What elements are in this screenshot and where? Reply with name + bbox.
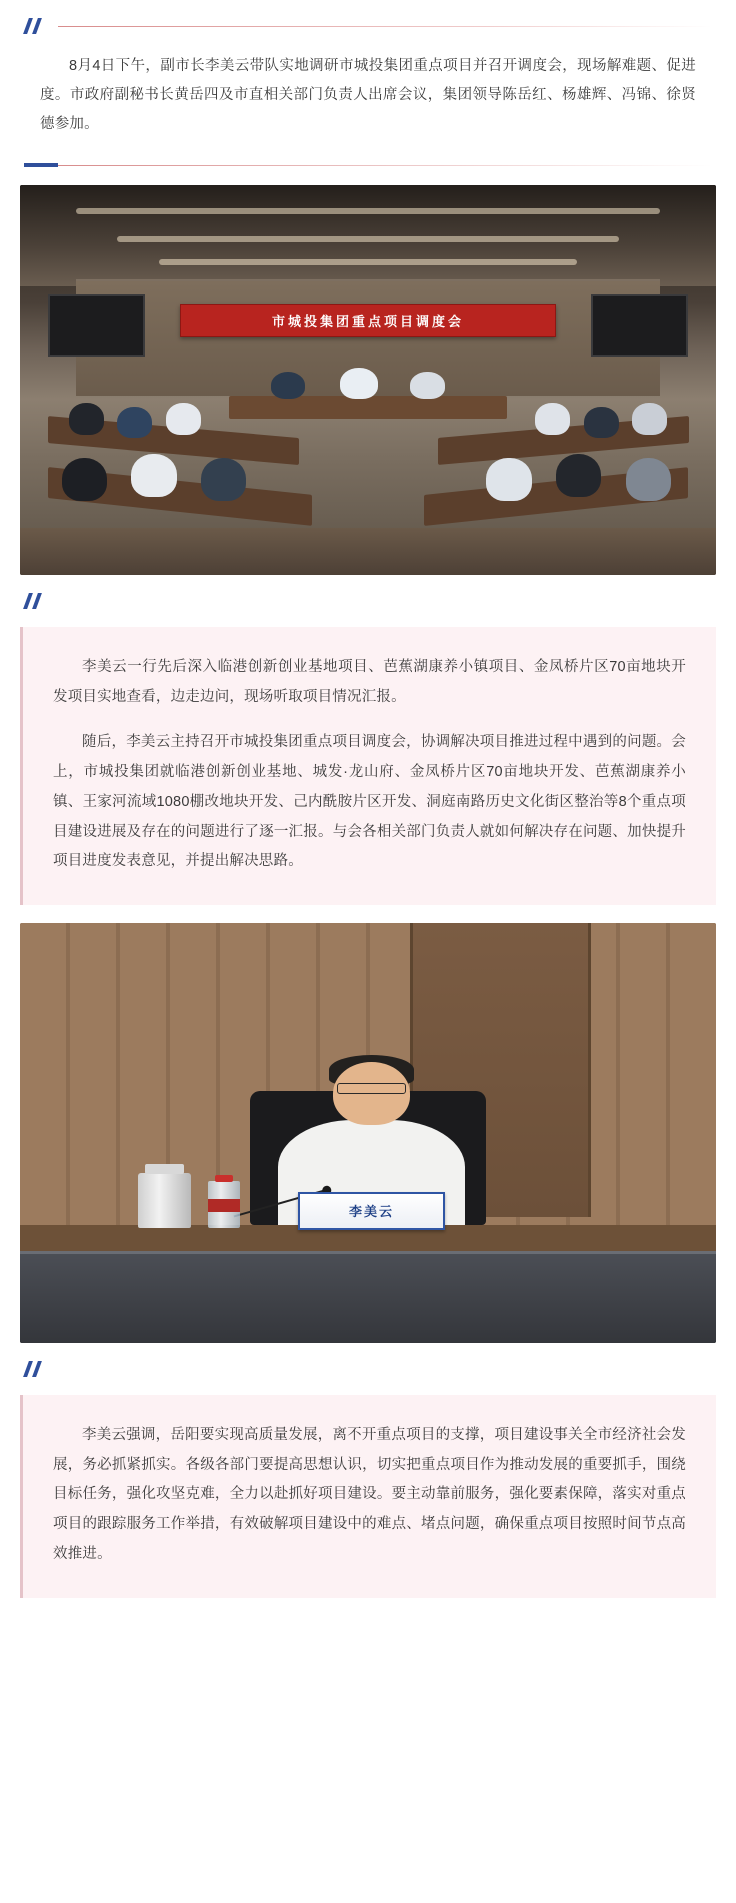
glasses-icon <box>337 1083 405 1093</box>
meeting-banner <box>180 304 556 337</box>
person <box>340 368 378 399</box>
nameplate-text: 李美云 <box>348 1204 394 1220</box>
person <box>556 454 601 497</box>
ceiling-light-strip <box>117 236 618 242</box>
section-divider-3 <box>0 1343 736 1377</box>
water-bottle <box>208 1181 240 1227</box>
section-divider-1 <box>0 149 736 167</box>
blue-bar-icon <box>24 163 58 167</box>
speaker-photo <box>20 923 716 1343</box>
person <box>69 403 104 434</box>
section-2-paragraph-1: 李美云一行先后深入临港创新创业基地项目、芭蕉湖康养小镇项目、金凤桥片区70亩地块开发项目实地查看，边走边问，现场听取项目情况汇报。 <box>53 659 686 705</box>
person <box>626 458 671 501</box>
person <box>117 407 152 438</box>
wall-monitor-right <box>591 294 688 356</box>
person <box>486 458 531 501</box>
section-divider-2 <box>0 575 736 609</box>
bottom-spacer <box>0 1598 736 1638</box>
thermos-flask <box>138 1173 190 1228</box>
double-slash-icon <box>24 593 50 609</box>
section-2-text-block <box>20 627 716 905</box>
top-divider <box>0 0 736 34</box>
section-3-text-block <box>20 1395 716 1598</box>
desk-front-panel <box>20 1251 716 1343</box>
photo-2-container <box>0 905 736 1343</box>
person <box>62 458 107 501</box>
person <box>271 372 306 399</box>
floor <box>20 528 716 575</box>
double-slash-icon <box>24 18 50 34</box>
ceiling-light-strip <box>76 208 661 214</box>
double-slash-icon <box>24 1361 50 1377</box>
person <box>410 372 445 399</box>
divider-line <box>58 26 712 27</box>
ceiling-light-strip <box>159 259 577 265</box>
intro-section <box>0 34 736 149</box>
meeting-banner-text: 市城投集团重点项目调度会 <box>271 314 464 329</box>
person <box>166 403 201 434</box>
person <box>632 403 667 434</box>
divider-line <box>58 165 712 166</box>
head-table <box>229 396 507 419</box>
person <box>201 458 246 501</box>
photo-1-container <box>0 167 736 575</box>
section-2-paragraph-2: 随后，李美云主持召开市城投集团重点项目调度会，协调解决项目推进过程中遇到的问题。会上，市城投集团就临港创新创业基地、城发·龙山府、金凤桥片区70亩地块开发、芭蕉湖康养小镇、王家河流域1080棚改地块开发、己内酰胺片区开发、洞庭南路历史文化街区整治等8个重点项目建设进展及存在的问题进行了逐一汇报。与会各相关部门负责人就如何解决存在问题、加快提升项目进度发表意见，并提出解决思路。 <box>53 734 686 870</box>
person <box>131 454 176 497</box>
wall-monitor-left <box>48 294 145 356</box>
intro-paragraph: 8月4日下午，副市长李美云带队实地调研市城投集团重点项目并召开调度会，现场解难题、促进度。市政府副秘书长黄岳四及市直相关部门负责人出席会议，集团领导陈岳红、杨雄辉、冯锦、徐贤德参加。 <box>40 58 696 132</box>
nameplate <box>298 1192 444 1230</box>
person <box>584 407 619 438</box>
meeting-room-photo <box>20 185 716 575</box>
person <box>535 403 570 434</box>
section-3-paragraph-1: 李美云强调，岳阳要实现高质量发展，离不开重点项目的支撑，项目建设事关全市经济社会发展，务必抓紧抓实。各级各部门要提高思想认识，切实把重点项目作为推动发展的重要抓手，围绕目标任务，强化攻坚克难，全力以赴抓好项目建设。要主动靠前服务，强化要素保障，落实对重点项目的跟踪服务工作举措，有效破解项目建设中的难点、堵点问题，确保重点项目按照时间节点高效推进。 <box>53 1427 686 1562</box>
